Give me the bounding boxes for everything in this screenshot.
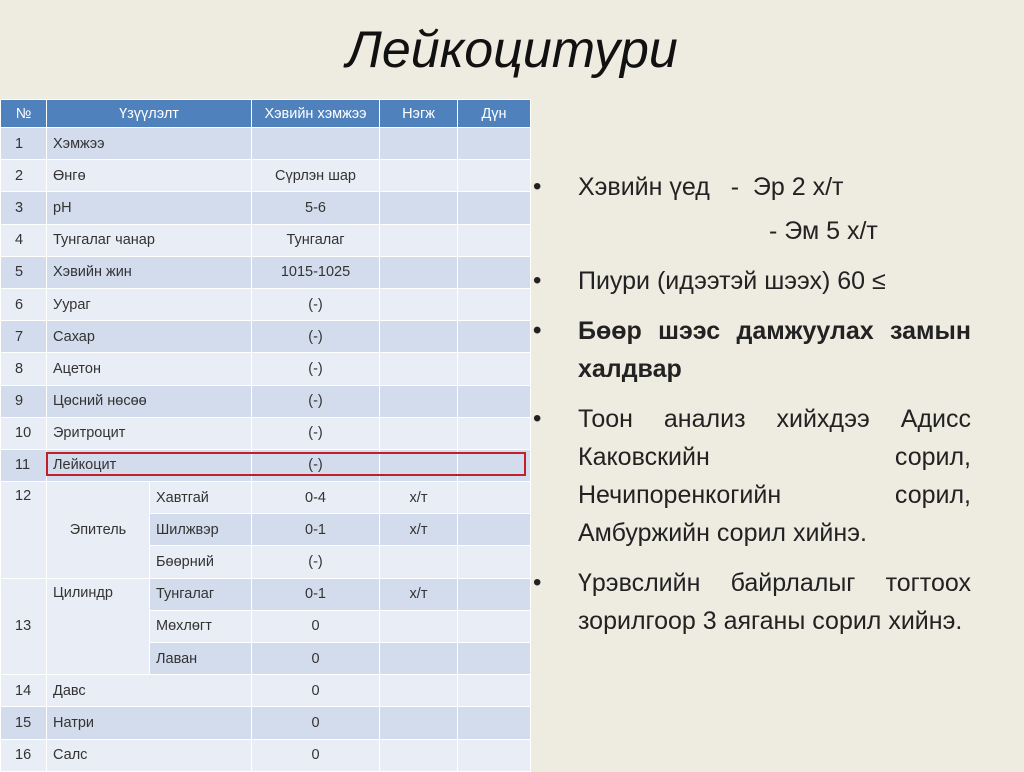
row-unit [380, 610, 458, 642]
urinalysis-table-container [0, 99, 530, 768]
row-unit [380, 321, 458, 353]
row-subindicator: Тунгалаг [150, 578, 252, 610]
row-indicator: Эритроцит [47, 417, 252, 449]
row-unit [380, 192, 458, 224]
header-result: Дүн [458, 100, 531, 128]
row-indicator: Натри [47, 707, 252, 739]
row-indicator: Цөсний нөсөө [47, 385, 252, 417]
row-result [458, 256, 531, 288]
page-title: Лейкоцитури [346, 21, 678, 79]
row-result [458, 224, 531, 256]
row-normal [252, 128, 380, 160]
row-normal: (-) [252, 546, 380, 578]
row-indicator: Давс [47, 675, 252, 707]
table-row [1, 353, 531, 385]
bullet-quant-analysis: • Тоон анализ хийхдээ Адисс Каковскийн сорил, Нечипоренкогийн сорил, Амбуржийн сорил хийнэ. [533, 400, 971, 552]
header-normal: Хэвийн хэмжээ [252, 100, 380, 128]
row-subindicator: Мөхлөгт [150, 610, 252, 642]
table-row [1, 739, 531, 771]
row-unit [380, 546, 458, 578]
bullet-list [533, 168, 971, 652]
row-number: 4 [1, 224, 47, 256]
bullet-normal-female: - Эм 5 х/т [769, 217, 878, 245]
row-result [458, 610, 531, 642]
row-number: 1 [1, 128, 47, 160]
header-indicator: Үзүүлэлт [47, 100, 252, 128]
header-number: № [1, 100, 47, 128]
row-unit [380, 417, 458, 449]
table-row [1, 385, 531, 417]
table-row [1, 160, 531, 192]
row-number: 6 [1, 288, 47, 320]
row-normal: 0-4 [252, 482, 380, 514]
row-indicator: Цилиндр [47, 578, 150, 675]
table-row [1, 417, 531, 449]
row-result [458, 514, 531, 546]
row-result [458, 160, 531, 192]
row-result [458, 449, 531, 481]
row-indicator: Хэвийн жин [47, 256, 252, 288]
row-result [458, 385, 531, 417]
row-indicator: Эпитель [47, 482, 150, 579]
row-number: 2 [1, 160, 47, 192]
row-number: 3 [1, 192, 47, 224]
row-normal: (-) [252, 385, 380, 417]
row-number: 10 [1, 417, 47, 449]
row-result [458, 417, 531, 449]
row-indicator: Уураг [47, 288, 252, 320]
row-unit [380, 256, 458, 288]
table-row [1, 128, 531, 160]
row-unit: х/т [380, 514, 458, 546]
table-row [1, 449, 531, 481]
row-number: 16 [1, 739, 47, 771]
bullet-normal-label: Хэвийн үед [578, 173, 710, 201]
table-row [1, 192, 531, 224]
bullet-three-cup-test: • Үрэвслийн байрлалыг тогтоох зорилгоор 3 аяганы сорил хийнэ. [533, 564, 971, 640]
row-normal: (-) [252, 321, 380, 353]
row-result [458, 578, 531, 610]
row-indicator: Хэмжээ [47, 128, 252, 160]
table-row [1, 224, 531, 256]
bullet-uti: • Бөөр шээс дамжуулах замын халдвар [533, 312, 971, 388]
row-unit: х/т [380, 578, 458, 610]
row-result [458, 353, 531, 385]
table-row [1, 288, 531, 320]
bullet-normal-male: Эр 2 х/т [752, 173, 844, 201]
row-result [458, 192, 531, 224]
row-unit [380, 160, 458, 192]
row-result [458, 546, 531, 578]
row-unit: х/т [380, 482, 458, 514]
row-number: 14 [1, 675, 47, 707]
row-number: 7 [1, 321, 47, 353]
row-unit [380, 449, 458, 481]
row-number: 8 [1, 353, 47, 385]
row-normal: 0 [252, 739, 380, 771]
row-normal: 0 [252, 707, 380, 739]
row-normal: (-) [252, 353, 380, 385]
row-unit [380, 707, 458, 739]
header-unit: Нэгж [380, 100, 458, 128]
table-row [1, 321, 531, 353]
row-normal: 0 [252, 643, 380, 675]
row-indicator: Өнгө [47, 160, 252, 192]
row-subindicator: Бөөрний [150, 546, 252, 578]
row-normal: 0 [252, 675, 380, 707]
row-subindicator: Хавтгай [150, 482, 252, 514]
row-indicator: Лейкоцит [47, 449, 252, 481]
table-row [1, 482, 531, 514]
table-row [1, 707, 531, 739]
bullet-normal-range [533, 168, 971, 206]
row-unit [380, 353, 458, 385]
row-result [458, 482, 531, 514]
row-normal: (-) [252, 449, 380, 481]
table-row [1, 578, 531, 610]
row-indicator: Тунгалаг чанар [47, 224, 252, 256]
row-normal: 0-1 [252, 578, 380, 610]
bullet-normal-dash: - [730, 173, 740, 201]
row-normal: 0 [252, 610, 380, 642]
row-unit [380, 288, 458, 320]
row-result [458, 707, 531, 739]
row-indicator: pH [47, 192, 252, 224]
row-indicator: Ацетон [47, 353, 252, 385]
table-row [1, 256, 531, 288]
row-unit [380, 224, 458, 256]
bullet-pyuria: • Пиури (идээтэй шээх) 60 ≤ [533, 262, 971, 300]
row-number: 13 [1, 578, 47, 675]
row-normal: (-) [252, 417, 380, 449]
row-normal: Тунгалаг [252, 224, 380, 256]
row-number: 15 [1, 707, 47, 739]
row-result [458, 321, 531, 353]
row-result [458, 128, 531, 160]
row-normal: 0-1 [252, 514, 380, 546]
row-subindicator: Шилжвэр [150, 514, 252, 546]
row-normal: (-) [252, 288, 380, 320]
row-number: 12 [1, 482, 47, 579]
row-unit [380, 675, 458, 707]
row-indicator: Салс [47, 739, 252, 771]
row-number: 5 [1, 256, 47, 288]
urinalysis-table [0, 99, 531, 772]
table-header-row [1, 100, 531, 128]
row-normal: Сүрлэн шар [252, 160, 380, 192]
row-unit [380, 739, 458, 771]
row-result [458, 288, 531, 320]
row-normal: 1015-1025 [252, 256, 380, 288]
row-indicator: Сахар [47, 321, 252, 353]
row-result [458, 675, 531, 707]
row-result [458, 739, 531, 771]
row-subindicator: Лаван [150, 643, 252, 675]
row-normal: 5-6 [252, 192, 380, 224]
row-number: 9 [1, 385, 47, 417]
row-unit [380, 643, 458, 675]
row-number: 11 [1, 449, 47, 481]
row-result [458, 643, 531, 675]
row-unit [380, 385, 458, 417]
table-row [1, 675, 531, 707]
row-unit [380, 128, 458, 160]
